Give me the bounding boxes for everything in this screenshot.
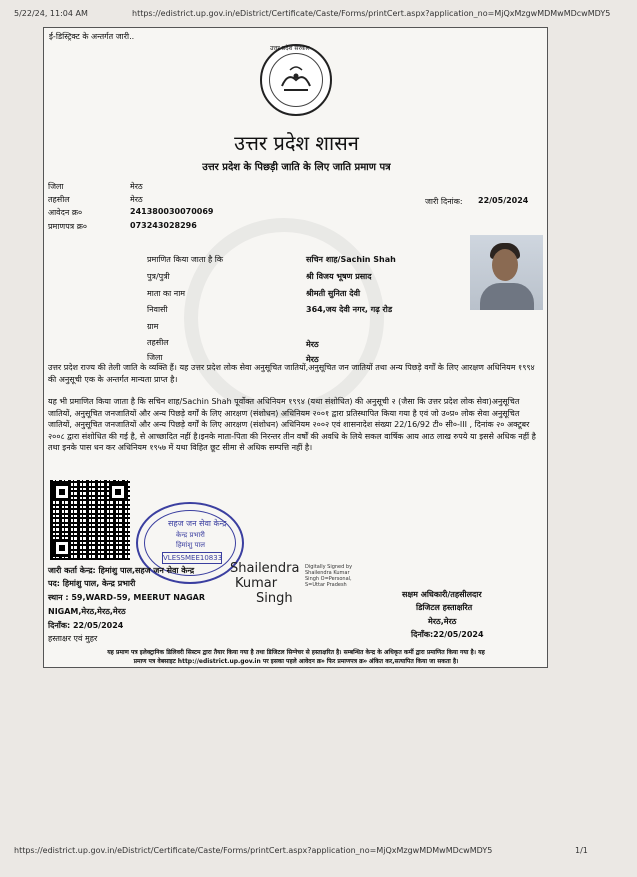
watermark-emblem (184, 218, 384, 418)
issuer-post: पद: हिमांशु पाल, केन्द्र प्रभारी (48, 579, 136, 588)
print-timestamp: 5/22/24, 11:04 AM (14, 9, 88, 18)
applicant-name: सचिन शाह/Sachin Shah (306, 255, 396, 264)
stamp-code: VLESSMEE10833 (163, 554, 223, 562)
page-count: 1/1 (575, 846, 588, 855)
person-tehsil-value: मेरठ (306, 340, 319, 349)
residence-label: निवासी (147, 305, 168, 314)
certificate-page (43, 27, 548, 668)
issuing-center: जारी कर्ता केन्द्र: हिमांशु पाल,सहज जन सेवा केन्द्र (48, 566, 195, 575)
signature-seal-label: हस्ताक्षर एवं मुहर (48, 634, 98, 643)
authority-title: सक्षम अधिकारी/तहसीलदार (402, 590, 482, 599)
application-number-value: 241380030070069 (130, 207, 214, 216)
village-label: ग्राम (147, 322, 159, 331)
mother-label: माता का नाम (147, 289, 186, 298)
issuer-date: दिनाँक: 22/05/2024 (48, 621, 124, 630)
certificate-number-label: प्रमाणपत्र क्र० (48, 222, 87, 231)
issuer-place: स्थान : 59,WARD-59, MEERUT NAGAR (48, 593, 205, 602)
tehsil-value: मेरठ (130, 195, 143, 204)
residence-value: 364,जय देवी नगर, गढ़ रोड (306, 305, 393, 314)
district-value: मेरठ (130, 182, 143, 191)
mother-name: श्रीमती सुनिता देवी (306, 289, 361, 298)
print-url: https://edistrict.up.gov.in/eDistrict/Certificate/Caste/Forms/printCert.aspx?application_no=MjQxMzgwMDMwMDcwMDY5 (132, 9, 611, 18)
person-tehsil-label: तहसील (147, 338, 169, 347)
edistrict-note: ई-डिस्ट्रिक्ट के अन्तर्गत जारी.. (49, 32, 135, 41)
digital-signature-name: Shailendra Kumar Singh (230, 561, 300, 606)
up-government-emblem (260, 44, 332, 116)
father-name: श्री विजय भूषण प्रसाद (306, 272, 372, 281)
certificate-number-value: 073243028296 (130, 221, 197, 230)
stamp-line-3: हिमांशु पाल (176, 541, 206, 549)
issuer-place-2: NIGAM,मेरठ,मेरठ,मेरठ (48, 607, 126, 616)
application-number-label: आवेदन क्र० (48, 208, 83, 217)
issue-date-label: जारी दिनांक: (425, 197, 463, 206)
footer-url: https://edistrict.up.gov.in/eDistrict/Certificate/Caste/Forms/printCert.aspx?application_no=MjQxMzgwMDMwMDcwMDY5 (14, 846, 493, 855)
certification-paragraph: यह भी प्रमाणित किया जाता है कि सचिन शाह/Sachin Shah पूर्वोक्त अधिनियम १९९४ (यथा संशोधित) की अनुसूची २ (जैसा कि उत्तर प्रदेश लोक सेवा)अनुसूचित जातियों, अनुसूचित जनजातियों और अन्य पिछड़े वर्गों के लिए आरक्षण (संशोधन) अधिनियम २००१ द्वारा प्रतिस्थापित किया गया है एवं जो उ०प्र० लोक सेवा अनुसूचित जातियों, अनुसूचित जनजातियों और अन्य पिछड़े वर्गों के लिए आरक्षण (संशोधन) अधिनियम २००२ एवं शासनादेश संख्या 22/16/92 टी० सी०-III , दिनांक २० अक्टूबर २००८ द्वारा संशोधित की गई है, से आच्छादित नहीं है।इनके माता-पिता की निरन्तर तीन वर्षों की अवधि के लिये सकल वार्षिक आय आठ लाख रुपये या इससे अधिक नहीं है तथा इनके पास धन कर अधिनियम १९५७ में यथा विहित छूट सीमा से अधिक सम्पत्ति नहीं है। (48, 397, 536, 452)
tehsil-label: तहसील (48, 195, 70, 204)
stamp-line-2: केन्द्र प्रभारी (176, 531, 205, 539)
district-label: जिला (48, 182, 64, 191)
certificate-title: उत्तर प्रदेश शासन (234, 131, 359, 155)
authority-signed: डिजिटल हस्ताक्षरित (416, 603, 473, 612)
applicant-photo (470, 235, 543, 310)
person-district-label: जिला (147, 353, 163, 362)
certify-label: प्रमाणित किया जाता है कि (147, 255, 224, 264)
person-district-value: मेरठ (306, 355, 319, 364)
stamp-line-1: सहज जन सेवा केन्द्र (168, 519, 227, 528)
issue-date-value: 22/05/2024 (478, 196, 529, 205)
caste-paragraph: उत्तर प्रदेश राज्य की तेली जाति के व्यक्ति हैं। यह उत्तर प्रदेश लोक सेवा अनुसूचित जातियों,अनुसूचित जन जातियों तथा अन्य पिछड़े वर्गों के लिए आरक्षण अधिनियम १९९४ की अनुसूची एक के अन्तर्गत मान्यता प्राप्त है। (48, 363, 535, 384)
qr-code (50, 480, 130, 560)
certificate-disclaimer: यह प्रमाण पत्र इलेक्ट्रानिक डिलिवरी सिस्टम द्वारा तैयार किया गया है तथा डिजिटल सिग्नेचर से हस्ताक्षरित है। सम्बन्धित केन्द्र के अधिकृत कर्मी द्वारा प्रमाणित किया गया है। यह प्रमाण पत्र वेबसाइट http://edistrict.up.gov.in पर इसका पहले आवेदन क्र० फिर प्रमाणपत्र क्र० अंकित कर,सत्यापित किया जा सकता है। (107, 649, 485, 665)
digital-signature-details: Digitally Signed by Shailendra Kumar Singh O=Personal, S=Uttar Pradesh (305, 564, 353, 588)
father-label: पुत्र/पुत्री (147, 272, 170, 281)
authority-date: दिनाँक:22/05/2024 (411, 630, 484, 639)
emblem-text: उत्तर प्रदेश सरकार (270, 45, 310, 52)
certificate-subtitle: उत्तर प्रदेश के पिछड़ी जाति के लिए जाति प्रमाण पत्र (202, 162, 391, 173)
authority-place: मेरठ,मेरठ (428, 617, 457, 626)
